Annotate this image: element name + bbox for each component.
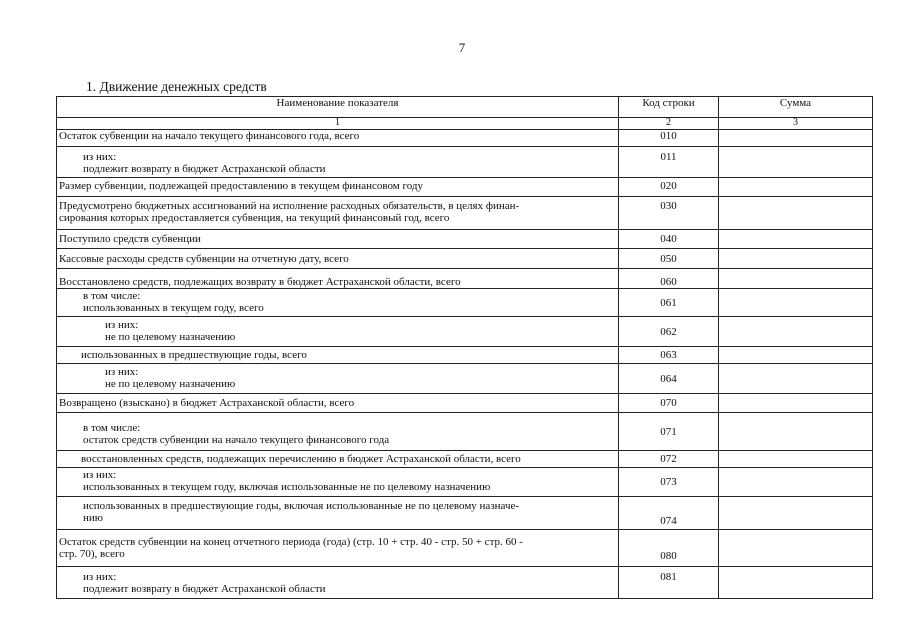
- table-row: [57, 451, 873, 468]
- row-label: [57, 413, 619, 451]
- column-number-sum: 3: [719, 118, 873, 130]
- row-label-line1: из них:: [83, 571, 117, 583]
- row-label-line1: Предусмотрено бюджетных ассигнований на исполнение расходных обязательств, в целях финан-: [59, 200, 520, 212]
- row-label: [57, 317, 619, 347]
- row-code: 081: [619, 567, 719, 599]
- row-sum[interactable]: [719, 347, 873, 364]
- row-label: использованных в предшествующие годы, всего: [57, 347, 619, 364]
- row-sum[interactable]: [719, 130, 873, 147]
- row-label-line2: подлежит возврату в бюджет Астраханской области: [83, 163, 326, 175]
- table-row: [57, 530, 873, 567]
- row-label-line1: в том числе:: [83, 290, 141, 302]
- row-sum[interactable]: [719, 147, 873, 178]
- row-code: 063: [619, 347, 719, 364]
- row-code: 073: [619, 468, 719, 497]
- table-row: [57, 178, 873, 197]
- row-label: [57, 497, 619, 530]
- header-name: Наименование показателя: [57, 97, 619, 118]
- header-code: Код строки: [619, 97, 719, 118]
- row-code: 020: [619, 178, 719, 197]
- row-label-line2: сирования которых предоставляется субвенция, на текущий финансовый год, всего: [59, 212, 450, 224]
- table-row: [57, 567, 873, 599]
- row-label-line2: стр. 70), всего: [59, 548, 125, 560]
- row-label-line1: из них:: [83, 151, 117, 163]
- row-label: Поступило средств субвенции: [57, 230, 619, 249]
- row-label: Кассовые расходы средств субвенции на отчетную дату, всего: [57, 249, 619, 269]
- row-label: [57, 567, 619, 599]
- row-code: 064: [619, 364, 719, 394]
- table-row: [57, 413, 873, 451]
- row-label-line1: из них:: [105, 366, 139, 378]
- row-label: [57, 530, 619, 567]
- row-sum[interactable]: [719, 394, 873, 413]
- row-code: 071: [619, 413, 719, 451]
- row-label-line2: использованных в текущем году, включая использованные не по целевому назначению: [83, 481, 491, 493]
- row-label-line2: использованных в текущем году, всего: [83, 302, 264, 314]
- row-code: 062: [619, 317, 719, 347]
- row-sum[interactable]: [719, 413, 873, 451]
- row-code: 074: [619, 497, 719, 530]
- table-row: [57, 347, 873, 364]
- row-sum[interactable]: [719, 197, 873, 230]
- table-row: [57, 317, 873, 347]
- table-row: [57, 394, 873, 413]
- row-label: [57, 147, 619, 178]
- cash-flow-table: [56, 96, 873, 599]
- page-number: 7: [458, 40, 466, 55]
- table-row: [57, 497, 873, 530]
- row-code: 060: [619, 269, 719, 289]
- row-label-line1: Остаток средств субвенции на конец отчетного периода (года) (стр. 10 + стр. 40 - стр. 50 + стр. 60 -: [59, 536, 523, 548]
- row-label: Размер субвенции, подлежащей предоставлению в текущем финансовом году: [57, 178, 619, 197]
- row-label: Остаток субвенции на начало текущего финансового года, всего: [57, 130, 619, 147]
- section-title: 1. Движение денежных средств: [86, 79, 267, 94]
- table-row: [57, 230, 873, 249]
- row-code: 040: [619, 230, 719, 249]
- row-label-line2: подлежит возврату в бюджет Астраханской области: [83, 583, 326, 595]
- row-sum[interactable]: [719, 289, 873, 317]
- column-number-row: [57, 118, 873, 130]
- row-label: [57, 197, 619, 230]
- table-header-row: [57, 97, 873, 118]
- row-label-line1: из них:: [83, 469, 117, 481]
- table-row: [57, 147, 873, 178]
- row-label: [57, 289, 619, 317]
- row-sum[interactable]: [719, 530, 873, 567]
- row-code: 080: [619, 530, 719, 567]
- row-label-line2: остаток средств субвенции на начало текущего финансового года: [83, 434, 390, 446]
- row-label-line1: из них:: [105, 319, 139, 331]
- row-label: Возвращено (взыскано) в бюджет Астраханской области, всего: [57, 394, 619, 413]
- row-sum[interactable]: [719, 269, 873, 289]
- table-row: [57, 130, 873, 147]
- column-number-name: 1: [57, 118, 619, 130]
- row-label-line2: не по целевому назначению: [105, 331, 236, 343]
- row-sum[interactable]: [719, 567, 873, 599]
- row-code: 030: [619, 197, 719, 230]
- row-label-line2: не по целевому назначению: [105, 378, 236, 390]
- row-code: 070: [619, 394, 719, 413]
- row-code: 010: [619, 130, 719, 147]
- header-sum: Сумма: [719, 97, 873, 118]
- row-sum[interactable]: [719, 178, 873, 197]
- row-sum[interactable]: [719, 497, 873, 530]
- table-row: [57, 364, 873, 394]
- table-row: [57, 197, 873, 230]
- row-sum[interactable]: [719, 364, 873, 394]
- table-row: [57, 468, 873, 497]
- row-label-line1: в том числе:: [83, 422, 141, 434]
- row-sum[interactable]: [719, 451, 873, 468]
- row-label-line2: нию: [83, 512, 103, 524]
- row-label-line1: использованных в предшествующие годы, включая использованные не по целевому назначе-: [83, 500, 520, 512]
- row-code: 061: [619, 289, 719, 317]
- row-sum[interactable]: [719, 249, 873, 269]
- row-label: Восстановлено средств, подлежащих возврату в бюджет Астраханской области, всего: [57, 269, 619, 289]
- column-number-code: 2: [619, 118, 719, 130]
- table-row: [57, 289, 873, 317]
- table-row: [57, 269, 873, 289]
- row-sum[interactable]: [719, 230, 873, 249]
- row-code: 050: [619, 249, 719, 269]
- row-label: [57, 468, 619, 497]
- table-row: [57, 249, 873, 269]
- row-label: восстановленных средств, подлежащих перечислению в бюджет Астраханской области, всего: [57, 451, 619, 468]
- row-sum[interactable]: [719, 317, 873, 347]
- row-label: [57, 364, 619, 394]
- row-code: 072: [619, 451, 719, 468]
- row-sum[interactable]: [719, 468, 873, 497]
- row-code: 011: [619, 147, 719, 178]
